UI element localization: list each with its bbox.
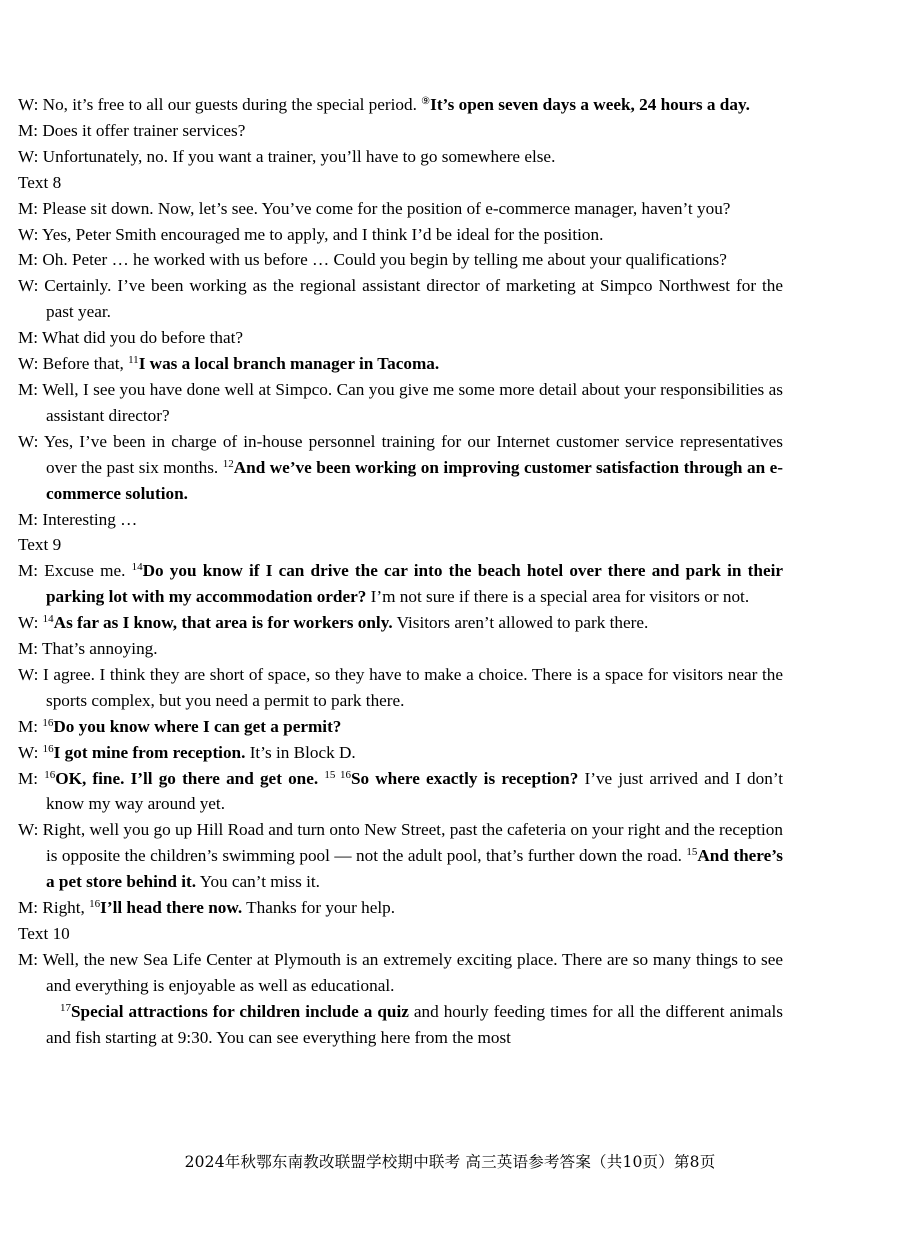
dialogue-line [18, 351, 783, 377]
answer-key-text: As far as I know, that area is for workers only. [53, 613, 393, 633]
text-segment: W: [18, 613, 43, 633]
dialogue-line [18, 429, 783, 507]
question-number: 16 [42, 742, 54, 755]
text-segment: Text 9 [18, 535, 62, 555]
text-segment: I’ve just arrived and I don’t know my way around yet. [46, 768, 784, 814]
dialogue-line [18, 377, 783, 429]
answer-key-text: OK, fine. I’ll go there and get one. [55, 768, 319, 788]
text-segment: M: [18, 716, 43, 736]
question-number: 16 [89, 898, 101, 911]
text-segment: M: That’s annoying. [18, 639, 158, 659]
dialogue-line [18, 222, 783, 248]
answer-key-text: Special attractions for children include a quiz [71, 1001, 409, 1021]
text-segment: I’m not sure if there is a special area for visitors or not. [366, 587, 750, 607]
dialogue-line [18, 196, 783, 222]
text-segment: M: Right, [18, 898, 90, 918]
question-number: 15 16 [324, 768, 351, 781]
section-heading [18, 170, 783, 196]
text-segment: W: Yes, Peter Smith encouraged me to apply, and I think I’d be ideal for the position. [18, 224, 604, 244]
text-segment: Text 8 [18, 172, 62, 192]
dialogue-line [18, 507, 783, 533]
text-segment: M: Well, I see you have done well at Simpco. Can you give me some more detail about your responsibilities as assistant director? [18, 379, 783, 425]
question-number: 14 [42, 613, 54, 626]
question-number: 17 [60, 1001, 71, 1014]
text-segment: M: Please sit down. Now, let’s see. You’ve come for the position of e-commerce manager, haven’t you? [18, 198, 731, 218]
question-number: 15 [686, 846, 698, 859]
text-segment: W: Yes, I’ve been in charge of in-house personnel training for our Internet customer service representatives over the past six months. [18, 431, 783, 477]
text-segment: Visitors aren’t allowed to park there. [392, 613, 649, 633]
dialogue-line [18, 740, 783, 766]
text-segment: W: Certainly. I’ve been working as the regional assistant director of marketing at Simpco Northwest for the past year. [18, 276, 783, 322]
text-segment: W: [18, 742, 43, 762]
dialogue-line [18, 118, 783, 144]
dialogue-line [18, 999, 783, 1051]
text-segment: and hourly feeding times for all the different animals and fish starting at 9:30. You can see everything here from the most [46, 1001, 783, 1047]
dialogue-line [18, 636, 783, 662]
text-segment: M: Oh. Peter … he worked with us before … Could you begin by telling me about your qualifications? [18, 250, 727, 270]
answer-key-text: Do you know if I can drive the car into the beach hotel over there and park in their parking lot with my accommodation order? [46, 561, 783, 607]
answer-key-text: I was a local branch manager in Tacoma. [138, 354, 440, 374]
text-segment: M: Interesting … [18, 509, 138, 529]
text-segment: W: Unfortunately, no. If you want a trainer, you’ll have to go somewhere else. [18, 146, 556, 166]
dialogue-line [18, 895, 783, 921]
question-number: 12 [222, 457, 234, 470]
dialogue-line [18, 662, 783, 714]
circled-number: ⑨ [421, 96, 431, 107]
text-segment: M: [18, 768, 45, 788]
text-segment: M: Excuse me. [18, 561, 132, 581]
answer-key-text: I’ll head there now. [100, 898, 243, 918]
dialogue-line [18, 144, 783, 170]
question-number: 11 [128, 354, 139, 367]
text-segment: You can’t miss it. [196, 872, 320, 892]
text-segment: It’s in Block D. [245, 742, 356, 762]
question-number: 14 [131, 561, 143, 574]
answer-key-text: And we’ve been working on improving customer satisfaction through an e-commerce solution. [46, 457, 783, 503]
question-number: 16 [42, 716, 54, 729]
text-segment: M: Does it offer trainer services? [18, 120, 246, 140]
dialogue-line [18, 947, 783, 999]
question-number: 16 [44, 768, 56, 781]
section-heading [18, 921, 783, 947]
dialogue-line [18, 610, 783, 636]
dialogue-line [18, 325, 783, 351]
text-segment: W: I agree. I think they are short of space, so they have to make a choice. There is a space for visitors near the sports complex, but you need a permit to park there. [18, 664, 783, 710]
dialogue-line [18, 766, 783, 818]
answer-key-text: I got mine from reception. [53, 742, 246, 762]
answer-key-text: So where exactly is reception? [350, 768, 579, 788]
dialogue-line [18, 89, 783, 118]
dialogue-line [18, 273, 783, 325]
text-segment: W: No, it’s free to all our guests during the special period. [18, 95, 422, 114]
page-footer: 2024年秋鄂东南教改联盟学校期中联考 高三英语参考答案（共10页）第8页 [184, 1153, 716, 1171]
text-segment: M: Well, the new Sea Life Center at Plymouth is an extremely exciting place. There are so many things to see and everything is enjoyable as well as educational. [18, 949, 783, 995]
answer-key-text: It’s open seven days a week, 24 hours a day. [430, 95, 750, 114]
text-segment: M: What did you do before that? [18, 328, 243, 348]
text-segment: Thanks for your help. [242, 898, 396, 918]
section-heading [18, 532, 783, 558]
dialogue-line [18, 714, 783, 740]
dialogue-line [18, 247, 783, 273]
answer-key-text: And there’s a pet store behind it. [46, 846, 783, 892]
answer-key-text: Do you know where I can get a permit? [53, 716, 342, 736]
transcript-body [18, 89, 783, 1051]
text-segment: Text 10 [18, 924, 70, 943]
text-segment: W: Before that, [18, 354, 129, 374]
text-segment: W: Right, well you go up Hill Road and turn onto New Street, past the cafeteria on your right and the reception is opposite the children’s swimming pool — not the adult pool, that’s further down the road. [18, 820, 783, 866]
dialogue-line [18, 558, 783, 610]
dialogue-line [18, 817, 783, 895]
